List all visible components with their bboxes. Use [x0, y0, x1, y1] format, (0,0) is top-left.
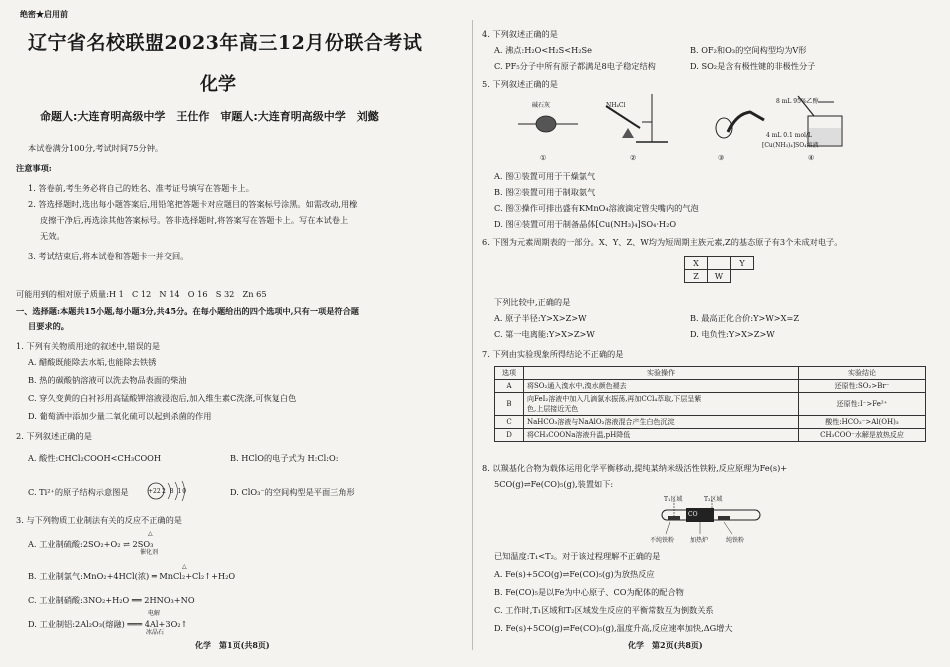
question-2: 2. 下列叙述正确的是	[16, 431, 92, 441]
page-2	[478, 0, 950, 667]
question-4-option-b: B. OF₂和O₃的空间构型均为V形	[690, 45, 807, 55]
secret-mark: 绝密★启用前	[20, 9, 68, 19]
question-2-option-c: C. Ti²⁺的原子结构示意图是	[28, 487, 129, 497]
table-row	[495, 393, 926, 416]
question-5-option-b: B. 图②装置可用于制取氨气	[494, 187, 596, 197]
notice-2c: 无效。	[40, 231, 65, 241]
q3a-condition-bottom: 催化剂	[140, 549, 159, 556]
page-1-footer: 化学 第1页(共8页)	[195, 640, 270, 650]
question-5-option-a: A. 图①装置可用于干燥氯气	[494, 171, 596, 181]
question-2-option-b: B. HClO的电子式为 H:Cl:O:	[230, 453, 339, 463]
question-8-option-d: D. Fe(s)+5CO(g)⇌Fe(CO)₅(g),温度升高,反应速率加快,ΔG增大	[494, 623, 733, 633]
notice-1: 1. 答卷前,考生务必将自己的姓名、准考证号填写在答题卡上。	[28, 183, 254, 193]
row-d-conclusion: CH₃COO⁻水解是放热反应	[799, 429, 926, 442]
row-b-conclusion: 还原性:I⁻>Fe²⁺	[799, 393, 926, 416]
q3b-condition-top: △	[182, 563, 187, 570]
question-7: 7. 下列由实验现象所得结论不正确的是	[482, 349, 624, 359]
header-conclusion: 实验结论	[799, 367, 926, 380]
question-4-option-c: C. PF₅分子中所有原子都满足8电子稳定结构	[494, 61, 656, 71]
authors-line: 命题人:大连育明高级中学 王仕作 审题人:大连育明高级中学 刘懿	[40, 110, 379, 123]
question-8-known: 已知温度:T₁<T₂。对于该过程理解不正确的是	[494, 551, 661, 561]
label-furnace: 加热炉	[690, 537, 709, 544]
row-c-conclusion: 酸性:HCO₃⁻>Al(OH)₃	[799, 416, 926, 429]
row-a-conclusion: 还原性:SO₂>Br⁻	[799, 380, 926, 393]
atom-nucleus-label: +22	[148, 488, 161, 495]
experiment-table	[494, 366, 926, 442]
row-b-option: B	[495, 393, 524, 416]
question-1-option-d: D. 葡萄酒中添加少量二氧化硫可以起到杀菌的作用	[28, 411, 212, 421]
cell-x: X	[685, 257, 708, 270]
question-5-option-d: D. 图④装置可用于制备晶体[Cu(NH₃)₄]SO₄·H₂O	[494, 219, 677, 229]
question-2-option-a: A. 酸性:CHCl₂COOH<CH₃COOH	[28, 453, 162, 463]
q3d-condition-bottom: 冰晶石	[146, 629, 165, 636]
question-1: 1. 下列有关物质用途的叙述中,错误的是	[16, 341, 161, 351]
figure-1-drying-tube	[518, 116, 578, 132]
question-3-option-d: D. 工业制铝:2Al₂O₃(熔融) ═══ 4Al+3O₂↑	[28, 619, 188, 629]
page-1	[0, 0, 468, 667]
question-5-option-c: C. 图③操作可排出盛有KMnO₄溶液滴定管尖嘴内的气泡	[494, 203, 699, 213]
section-1-header-b: 目要求的。	[28, 321, 69, 331]
question-4-option-a: A. 沸点:H₂O<H₂S<H₂Se	[494, 45, 593, 55]
q3d-condition-top: 电解	[148, 610, 161, 617]
question-6-option-c: C. 第一电离能:Y>X>Z>W	[494, 329, 595, 339]
label-nh4cl: NH₄Cl	[606, 102, 626, 109]
apparatus-figures	[518, 92, 918, 152]
row-c-option: C	[495, 416, 524, 429]
question-4-option-d: D. SO₂是含有极性键的非极性分子	[690, 61, 816, 71]
question-4: 4. 下列叙述正确的是	[482, 29, 558, 39]
question-3-option-a: A. 工业制硫酸:2SO₂+O₂ ⇌ 2SO₃	[28, 539, 154, 549]
question-8-line-a: 8. 以羰基化合物为载体运用化学平衡移动,提纯某纳米级活性铁粉,反应原理为Fe(s)+	[482, 463, 788, 473]
question-6-option-a: A. 原子半径:Y>X>Z>W	[494, 313, 587, 323]
row-d-option: D	[495, 429, 524, 442]
cell-y: Y	[731, 257, 754, 270]
label-solution-2: [Cu(NH₃)₄]SO₄溶液	[762, 142, 819, 149]
row-c-operation: NaHCO₃溶液与NaAlO₂溶液混合产生白色沉淀	[524, 416, 799, 429]
question-2-option-d: D. ClO₃⁻的空间构型是平面三角形	[230, 487, 355, 497]
page-2-footer: 化学 第2页(共8页)	[628, 640, 703, 650]
table-row	[495, 416, 926, 429]
section-1-header-a: 一、选择题:本题共15小题,每小题3分,共45分。在每小题给出的四个选项中,只有一项是符合题	[16, 306, 359, 316]
q3a-condition-top: △	[148, 530, 153, 537]
question-3-option-c: C. 工业制硝酸:3NO₂+H₂O ══ 2HNO₃+NO	[28, 595, 195, 605]
question-6-option-d: D. 电负性:Y>X>Z>W	[690, 329, 775, 339]
label-ethanol: 8 mL 95%乙醇	[776, 98, 819, 105]
row-d-operation: 将CH₃COONa溶液升温,pH降低	[524, 429, 799, 442]
row-a-operation: 将SO₂通入溴水中,溴水颜色褪去	[524, 380, 799, 393]
label-t2-region: T₂区域	[704, 496, 723, 503]
question-1-option-b: B. 热的碳酸钠溶液可以洗去物品表面的柴油	[28, 375, 187, 385]
question-1-option-c: C. 穿久变黄的白衬衫用高锰酸钾溶液浸泡后,加入维生素C洗涤,可恢复白色	[28, 393, 297, 403]
question-1-option-a: A. 醋酸既能除去水垢,也能除去铁锈	[28, 357, 157, 367]
label-impure-iron: 不纯铁粉	[650, 537, 675, 544]
question-8-option-c: C. 工作时,T₁区域和T₂区域发生反应的平衡常数互为倒数关系	[494, 605, 714, 615]
figure-3-burette	[716, 112, 764, 138]
table-row	[495, 429, 926, 442]
cell-z: Z	[685, 270, 708, 283]
table-row	[495, 380, 926, 393]
notice-title: 注意事项:	[16, 163, 52, 173]
row-b-operation-line-1: 向FeI₂溶液中加入几滴氯水振荡,再加CCl₄萃取,下层呈紫	[527, 395, 702, 403]
question-6: 6. 下图为元素周期表的一部分。X、Y、Z、W均为短周期主族元素,Z的基态原子有3个未成对电子。	[482, 237, 843, 247]
periodic-table-fragment	[684, 256, 754, 283]
exam-title: 辽宁省名校联盟2023年高三12月份联合考试	[28, 32, 423, 54]
label-solution-1: 4 mL 0.1 mol/L	[766, 132, 812, 139]
question-5: 5. 下列叙述正确的是	[482, 79, 558, 89]
figure-2-number: ②	[630, 154, 637, 162]
question-8-option-b: B. Fe(CO)₅是以Fe为中心原子、CO为配体的配合物	[494, 587, 684, 597]
atom-shell-numbers: 2 8 10	[162, 488, 188, 495]
intro-line: 本试卷满分100分,考试时间75分钟。	[28, 143, 164, 153]
cell-blank	[731, 270, 754, 283]
table-header-row	[495, 367, 926, 380]
header-operation: 实验操作	[524, 367, 799, 380]
label-co: CO	[688, 511, 698, 518]
notice-2a: 2. 答选择题时,选出每小题答案后,用铅笔把答题卡对应题目的答案标号涂黑。如需改动,用橡	[28, 199, 358, 209]
row-b-operation	[524, 393, 799, 416]
atomic-masses: 可能用到的相对原子质量:H 1 C 12 N 14 O 16 S 32 Zn 65	[16, 289, 267, 299]
cell-empty	[708, 257, 731, 270]
notice-3: 3. 考试结束后,将本试卷和答题卡一并交回。	[28, 251, 189, 261]
row-a-option: A	[495, 380, 524, 393]
row-b-operation-line-2: 色,上层接近无色	[527, 405, 579, 413]
label-soda-lime: 碱石灰	[532, 102, 551, 109]
question-6-stem: 下列比较中,正确的是	[494, 297, 571, 307]
cell-w: W	[708, 270, 731, 283]
label-pure-iron: 纯铁粉	[726, 537, 745, 544]
figure-4-number: ④	[808, 154, 815, 162]
question-8-option-a: A. Fe(s)+5CO(g)⇌Fe(CO)₅(g)为放热反应	[494, 569, 655, 579]
figure-1-number: ①	[540, 154, 547, 162]
notice-2b: 皮擦干净后,再选涂其他答案标号。答非选择题时,将答案写在答题卡上。写在本试卷上	[40, 215, 349, 225]
question-3-option-b: B. 工业制氯气:MnO₂+4HCl(浓) ═ MnCl₂+Cl₂↑+H₂O	[28, 571, 236, 581]
header-option: 选项	[495, 367, 524, 380]
question-8-line-b: 5CO(g)⇌Fe(CO)₅(g),装置如下:	[494, 479, 614, 489]
question-6-option-b: B. 最高正化合价:Y>W>X=Z	[690, 313, 800, 323]
label-t1-region: T₁区域	[664, 496, 683, 503]
page-divider	[472, 20, 473, 650]
subject-title: 化学	[200, 74, 236, 95]
figure-3-number: ③	[718, 154, 725, 162]
question-3: 3. 与下列物质工业制法有关的反应不正确的是	[16, 515, 182, 525]
